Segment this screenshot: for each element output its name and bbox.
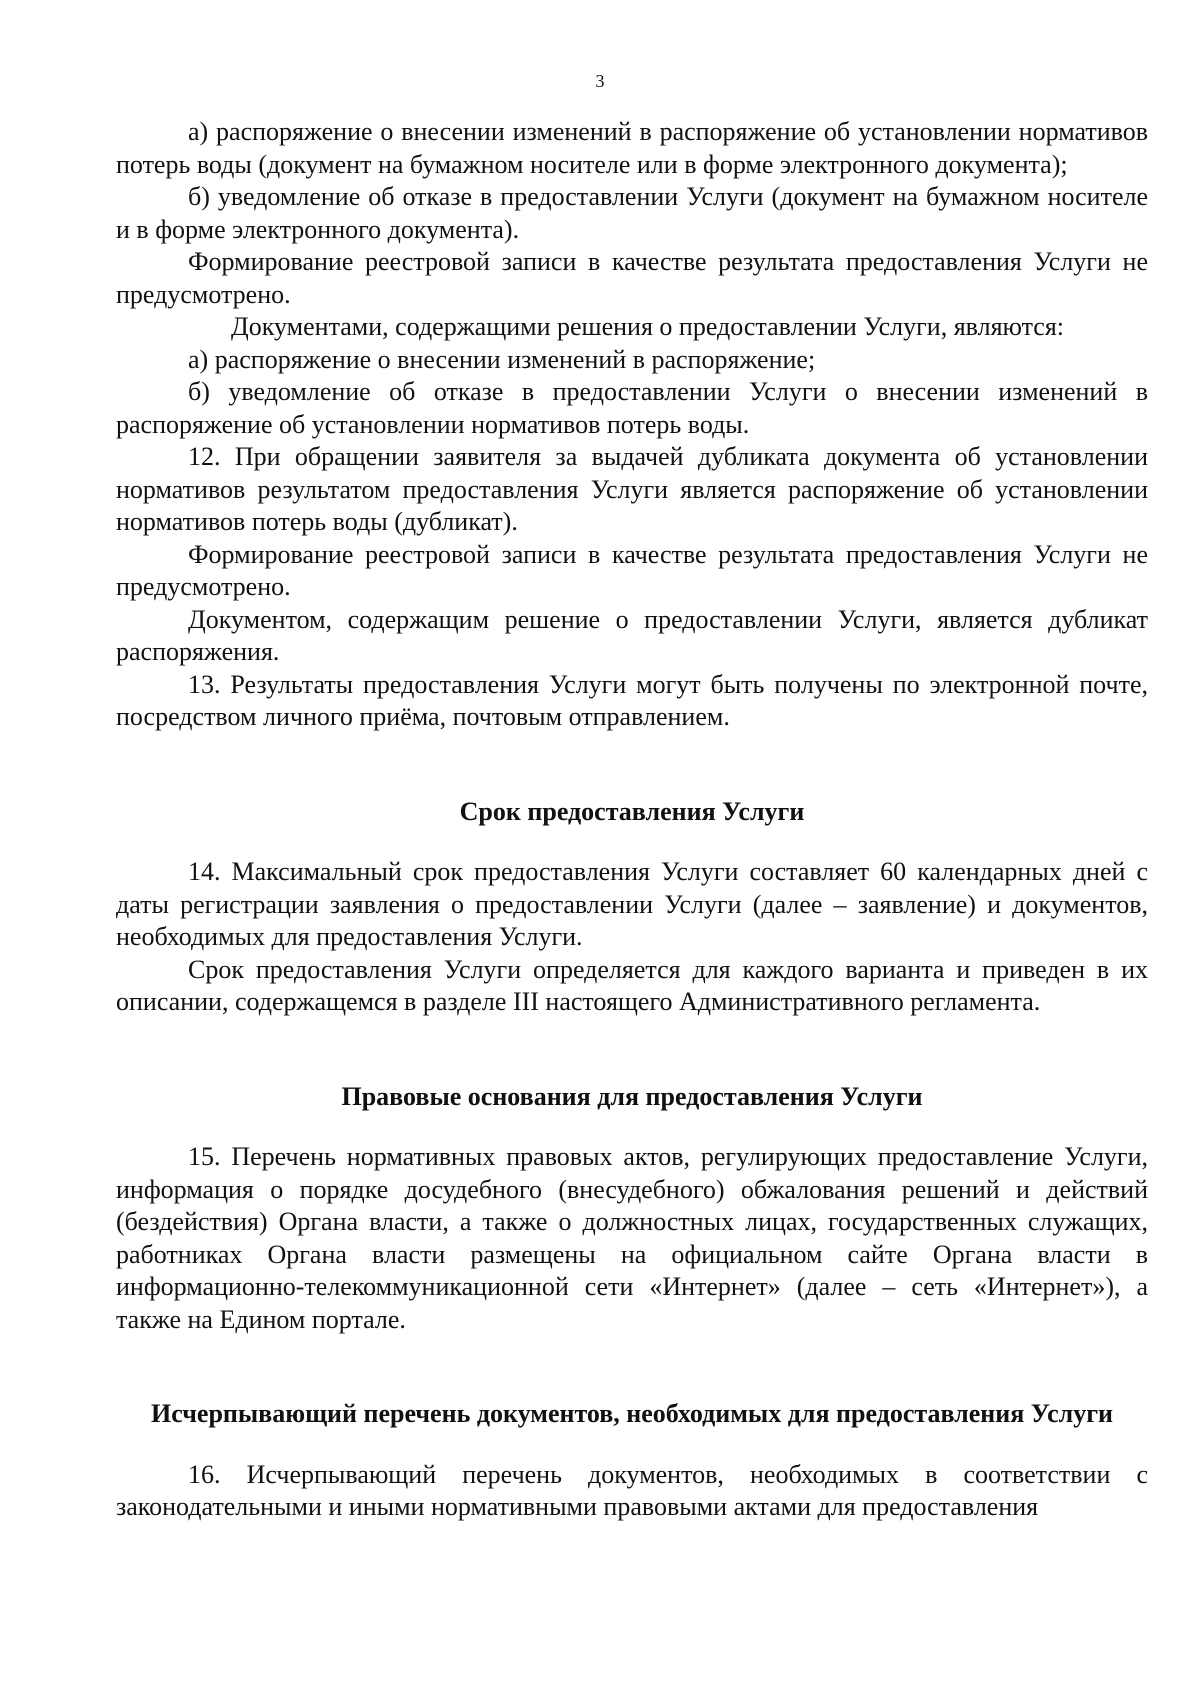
paragraph-term-variants: Срок предоставления Услуги определяется для каждого варианта и приведен в их описании, содержащемся в разделе III настоящего Административного регламента.: [116, 954, 1148, 1016]
paragraph-14: 14. Максимальный срок предоставления Услуги составляет 60 календарных дней с даты регистрации заявления о предоставлении Услуги (далее – заявление) и документов, необходимых для предоставления Услуги.: [116, 857, 1148, 951]
page-number: 3: [595, 71, 605, 91]
section-heading-term: Срок предоставления Услуги: [459, 796, 805, 826]
paragraph-registry-note: Формирование реестровой записи в качестве результата предоставления Услуги не предусмотрено.: [116, 247, 1148, 309]
paragraph-decision-item-b: б) уведомление об отказе в предоставлении Услуги о внесении изменений в распоряжение об установлении нормативов потерь воды.: [116, 377, 1148, 439]
section-heading-legal: Правовые основания для предоставления Услуги: [341, 1081, 923, 1111]
paragraph-12: 12. При обращении заявителя за выдачей дубликата документа об установлении нормативов результатом предоставления Услуги является распоряжение об установлении нормативов потерь воды (дубликат).: [116, 442, 1148, 536]
paragraph-item-a: а) распоряжение о внесении изменений в распоряжение об установлении нормативов потерь воды (документ на бумажном носителе или в форме электронного документа);: [116, 117, 1148, 179]
section-heading-documents: Исчерпывающий перечень документов, необходимых для предоставления Услуги: [151, 1399, 1113, 1428]
paragraph-registry-note-2: Формирование реестровой записи в качестве результата предоставления Услуги не предусмотрено.: [116, 539, 1148, 601]
paragraph-decision-docs-intro: Документами, содержащими решения о предоставлении Услуги, являются:: [231, 312, 1065, 341]
paragraph-16: 16. Исчерпывающий перечень документов, необходимых в соответствии с законодательными и иными нормативными правовыми актами для предоставления: [116, 1459, 1148, 1521]
paragraph-item-b: б) уведомление об отказе в предоставлении Услуги (документ на бумажном носителе и в форме электронного документа).: [116, 182, 1148, 244]
paragraph-decision-item-a: а) распоряжение о внесении изменений в распоряжение;: [188, 344, 816, 374]
paragraph-15: 15. Перечень нормативных правовых актов, регулирующих предоставление Услуги, информация о порядке досудебного (внесудебного) обжалования решений и действий (бездействия) Органа власти, а также о должностных лицах, государственных служащих, работниках Органа власти размещены на официальном сайте Органа власти в информационно-телекоммуникационной сети «Интернет» (далее – сеть «Интернет»), а также на Едином портале.: [116, 1142, 1148, 1334]
document-body: [116, 116, 1148, 1524]
paragraph-duplicate-decision: Документом, содержащим решение о предоставлении Услуги, является дубликат распоряжения.: [116, 604, 1148, 666]
paragraph-13: 13. Результаты предоставления Услуги могут быть получены по электронной почте, посредством личного приёма, почтовым отправлением.: [116, 669, 1148, 731]
